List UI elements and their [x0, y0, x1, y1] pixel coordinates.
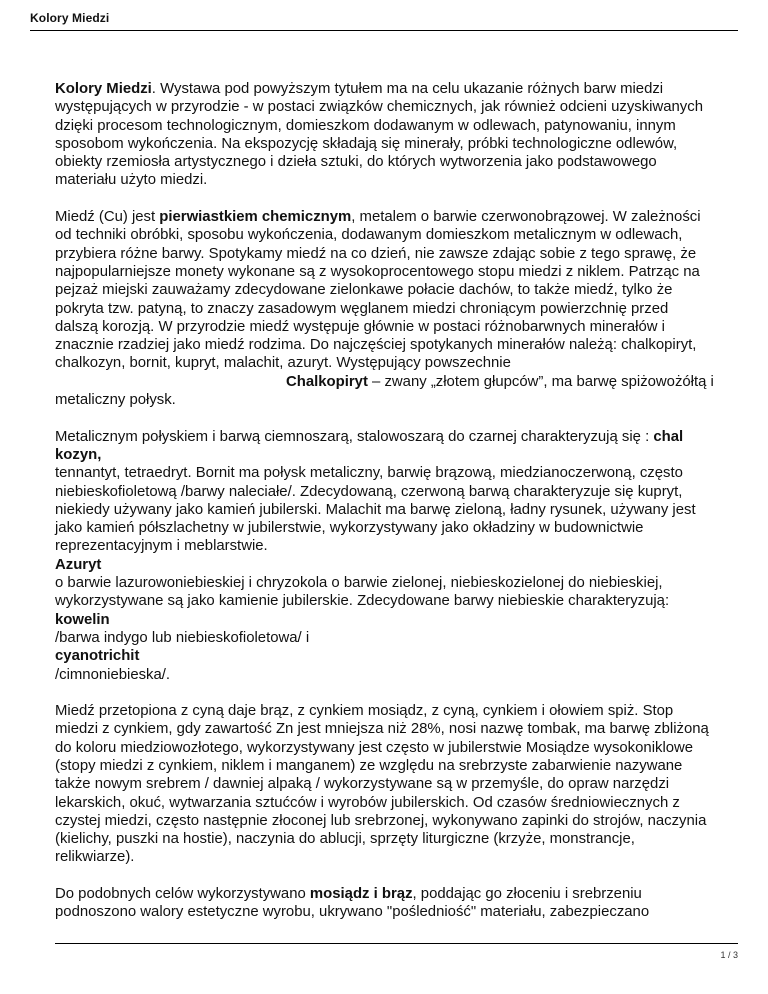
covellite-bold-term: kowelin	[55, 611, 110, 628]
brass-bronze-bold-term: mosiądz i brąz	[309, 886, 413, 903]
copper-bold-term: pierwiastkiem chemicznym	[159, 209, 352, 226]
covellite-text: /barwa indygo lub niebieskofioletowa/ i	[55, 629, 310, 646]
minerals-text-after: tennantyt, tetraedryt. Bornit ma połysk metaliczny, barwię brązową, miedzianoczerwoną, często niebieskofioletową /barwy naleciałe/. Zdecydowaną, czerwoną barwą charakteryzuje się kupryt, niekiedy używany jako kamień jubilerski. Malachit ma barwę zieloną, ładny rysunek, używany jest jako kamień półszlachetny w jubilerstwie, wykorzystywany jako okładziny w budownictwie reprezentacyjnym i meblarstwie.	[55, 465, 696, 555]
intro-text: . Wystawa pod powyższym tytułem ma na celu ukazanie różnych barw miedzi występujących w przyrodzie - w postaci związków chemicznych, jak również odcieni uzyskiwanych dzięki procesom technologicznym, domieszkom dodawanym w odlewach, patynowaniu, innym sposobom wykończenia. Na ekspozycję składają się minerały, próbki technologiczne odlewów, obiekty rzemiosła artystycznego i dzieła sztuki, do których wytworzenia jako podstawowego materiału użyto miedzi.	[55, 81, 703, 189]
alloys-text: Miedź przetopiona z cyną daje brąz, z cynkiem mosiądz, z cyną, cynkiem i ołowiem spiż. Stop miedzi z cynkiem, gdy zawartość Zn jest mniejsza niż 28%, nosi nazwę tombak, ma barwę zbliżoną do koloru miedziowozłotego, wykorzystywany jest często w jubilerstwie Mosiądze wysokoniklowe (stopy miedzi z cynkiem, niklem i manganem) ze względu na srebrzyste zabarwienie nazywane także nowym srebrem / dawniej alpaką / wykorzystywane są w przemyśle, do opraw narzędzi lekarskich, okuć, wytwarzania sztućców i wyrobów jubilerskich. Od czasów średniowiecznych z czystej miedzi, często następnie złoconej lub srebrzonej, wykonywano zapinki do strojów, naczynia (kielichy, puszki na hostie), naczynia do ablucji, sprzęty liturgiczne (krzyże, monstrancje, relikwiarze).	[55, 703, 709, 866]
minerals-text-before: Metalicznym połyskiem i barwą ciemnoszarą, stalowoszarą do czarnej charakteryzują się :	[55, 428, 654, 445]
document-body	[55, 80, 715, 940]
brass-text-before: Do podobnych celów wykorzystywano	[55, 886, 310, 903]
chalcopyrite-bold-term: Chalkopiryt	[286, 373, 368, 390]
cyanotrichite-text: /cimnoniebieska/.	[55, 666, 171, 683]
paragraph-alloys	[55, 702, 715, 867]
chalcocite-bold-term: chal kozyn,	[55, 428, 684, 463]
brass-text-after: , poddając go złoceniu i srebrzeniu podnoszono walory estetyczne wyrobu, ukrywano "pośledniość" materiału, zabezpieczano	[55, 886, 650, 921]
page-number: 1 / 3	[720, 950, 738, 960]
azurite-bold-term: Azuryt	[55, 556, 102, 573]
paragraph-copper	[55, 208, 715, 409]
header-divider	[30, 30, 738, 31]
paragraph-intro	[55, 80, 715, 190]
cyanotrichite-bold-term: cyanotrichit	[55, 648, 140, 665]
paragraph-minerals	[55, 428, 715, 684]
copper-text-after: , metalem o barwie czerwonobrązowej. W zależności od techniki obróbki, sposobu wykończenia, dodawanym domieszkom metalicznym w odlewach, przybiera różne barwy. Spotykamy miedź na co dzień, nie zawsze zdając sobie z tego sprawę, że najpopularniejsze monety wykonane są z wysokoprocentowego stopu miedzi z niklem. Patrząc na pejzaż miejski zauważamy zdecydowane zielonkawe połacie dachów, to także miedź, tylko że pokryta tzw. patyną, to znaczy zasadowym węglanem miedzi chroniącym powierzchnię przed dalszą korozją. W przyrodzie miedź występuje głównie w postaci różnobarwnych minerałów i znacznie rzadziej jako miedź rodzima. Do najczęściej spotykanych minerałów należą: chalkopiryt, chalkozyn, bornit, kupryt, malachit, azuryt. Występujący powszechnie	[55, 209, 701, 372]
copper-text-before: Miedź (Cu) jest	[55, 209, 160, 226]
chalcopyrite-text: – zwany „złotem głupców”, ma barwę spiżowożółtą i metaliczny połysk.	[55, 373, 714, 409]
paragraph-brass-bronze	[55, 885, 715, 922]
footer-divider	[55, 943, 738, 944]
azurite-text: o barwie lazurowoniebieskiej i chryzokola o barwie zielonej, niebieskozielonej do niebieskiej, wykorzystywane są jako kamienie jubilerskie. Zdecydowane barwy niebieskie charakteryzują:	[55, 575, 670, 610]
intro-bold-title: Kolory Miedzi	[55, 81, 152, 97]
document-header-title: Kolory Miedzi	[30, 11, 110, 25]
